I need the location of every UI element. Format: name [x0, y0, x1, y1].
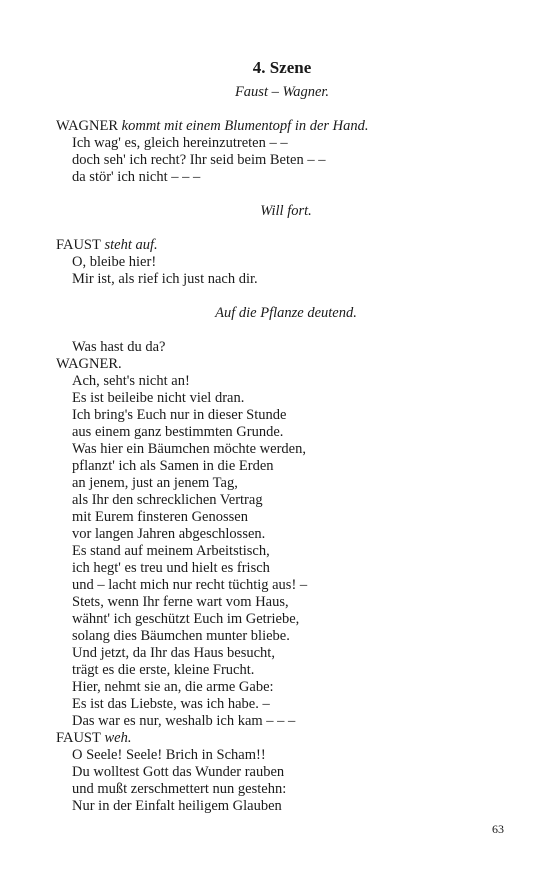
verse-line: O Seele! Seele! Brich in Scham!! [72, 747, 266, 763]
verse-line: vor langen Jahren abgeschlossen. [72, 526, 266, 542]
speaker-line [56, 237, 516, 254]
verse-line: trägt es die erste, kleine Frucht. [72, 662, 255, 678]
speaker-name: WAGNER [56, 118, 119, 134]
stage-direction-centered: Will fort. [260, 203, 312, 219]
verse-line: als Ihr den schrecklichen Vertrag [72, 492, 263, 508]
verse-line: pflanzt' ich als Samen in die Erden [72, 458, 274, 474]
verse-line: an jenem, just an jenem Tag, [72, 475, 238, 491]
verse-line: mit Eurem finsteren Genossen [72, 509, 248, 525]
verse-line: Du wolltest Gott das Wunder rauben [72, 764, 285, 780]
scene-title: 4. Szene [252, 58, 312, 77]
speaker-name: FAUST [56, 237, 101, 253]
verse-line: und – lacht mich nur recht tüchtig aus! – [72, 577, 308, 593]
verse-line: da stör' ich nicht – – – [72, 169, 201, 185]
verse-line: Mir ist, als rief ich just nach dir. [72, 271, 258, 287]
speaker-line [56, 356, 516, 373]
verse-line: Das war es nur, weshalb ich kam – – – [72, 713, 296, 729]
verse-line: doch seh' ich recht? Ihr seid beim Beten – – [72, 152, 326, 168]
verse-line: Ich wag' es, gleich hereinzutreten – – [72, 135, 288, 151]
verse-line: Stets, wenn Ihr ferne wart vom Haus, [72, 594, 289, 610]
verse-line: Es ist das Liebste, was ich habe. – [72, 696, 270, 712]
page-number: 63 [492, 822, 504, 836]
verse-line: Was hier ein Bäumchen möchte werden, [72, 441, 306, 457]
verse-line: Ich bring's Euch nur in dieser Stunde [72, 407, 287, 423]
verse-line: O, bleibe hier! [72, 254, 157, 270]
speaker-name: WAGNER. [56, 356, 122, 372]
verse-line: Es ist beileibe nicht viel dran. [72, 390, 245, 406]
verse-line: aus einem ganz bestimmten Grunde. [72, 424, 284, 440]
verse-line: ich hegt' es treu und hielt es frisch [72, 560, 270, 576]
stage-direction: kommt mit einem Blumentopf in der Hand. [118, 118, 369, 134]
stage-direction-centered: Auf die Pflanze deutend. [215, 305, 357, 321]
speaker-name: FAUST [56, 730, 101, 746]
verse-line: wähnt' ich geschützt Euch im Getriebe, [72, 611, 300, 627]
verse-line: Hier, nehmt sie an, die arme Gabe: [72, 679, 274, 695]
verse-line: Ach, seht's nicht an! [72, 373, 190, 389]
verse-line: und mußt zerschmettert nun gestehn: [72, 781, 287, 797]
scene-cast: Faust – Wagner. [234, 84, 330, 100]
verse-line: Es stand auf meinem Arbeitstisch, [72, 543, 270, 559]
stage-direction: steht auf. [100, 237, 158, 253]
stage-direction: weh. [100, 730, 132, 746]
speaker-line [56, 118, 516, 135]
verse-line: Nur in der Einfalt heiligem Glauben [72, 798, 282, 814]
verse-line: Was hast du da? [72, 339, 166, 355]
speaker-line [56, 730, 516, 747]
verse-line: Und jetzt, da Ihr das Haus besucht, [72, 645, 275, 661]
verse-line: solang dies Bäumchen munter bliebe. [72, 628, 290, 644]
drama-text [56, 118, 516, 815]
